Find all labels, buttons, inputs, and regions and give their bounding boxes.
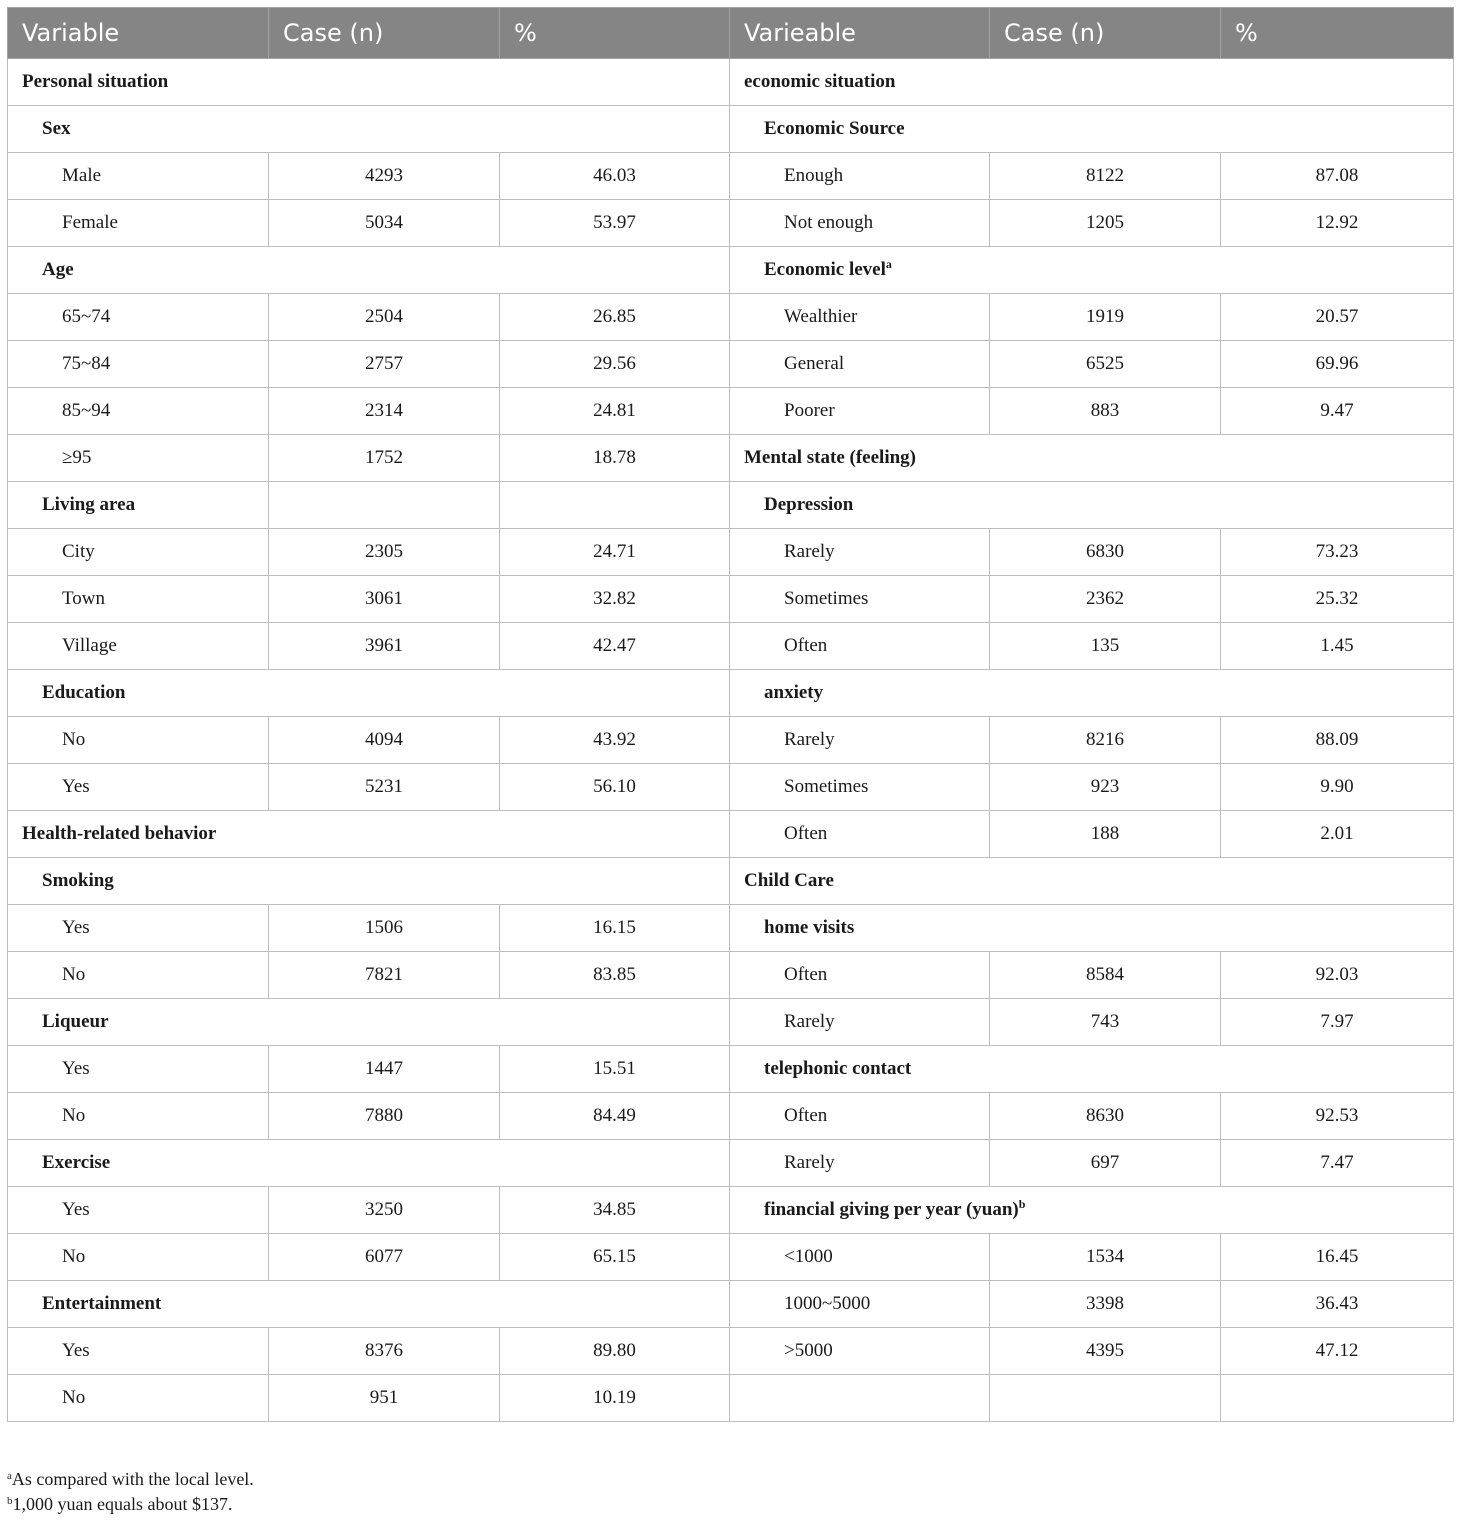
left-label-cell: No (8, 952, 269, 999)
right-label-cell: Not enough (730, 200, 990, 247)
header-case-right: Case (n) (990, 8, 1221, 59)
right-label-cell: General (730, 341, 990, 388)
left-label-cell: No (8, 717, 269, 764)
right-pct-cell: 7.47 (1221, 1140, 1454, 1187)
left-case-cell: 2305 (269, 529, 500, 576)
right-pct-cell: 92.53 (1221, 1093, 1454, 1140)
left-label-cell: Age (8, 247, 730, 294)
left-case-cell: 4293 (269, 153, 500, 200)
right-case-cell: 743 (990, 999, 1221, 1046)
right-label-cell: Rarely (730, 1140, 990, 1187)
right-case-cell: 883 (990, 388, 1221, 435)
right-label-cell: Often (730, 952, 990, 999)
footnote-marker: a (885, 257, 892, 271)
right-pct-cell (1221, 1375, 1454, 1422)
left-label-cell: Living area (8, 482, 269, 529)
left-label-cell: Yes (8, 764, 269, 811)
left-label-cell: Liqueur (8, 999, 730, 1046)
table-row (8, 905, 1454, 952)
right-pct-cell: 12.92 (1221, 200, 1454, 247)
table-row (8, 1234, 1454, 1281)
right-label-cell: Rarely (730, 717, 990, 764)
table-row (8, 482, 1454, 529)
table-body (8, 59, 1454, 1422)
right-pct-cell: 7.97 (1221, 999, 1454, 1046)
left-label-cell: Male (8, 153, 269, 200)
right-case-cell: 8630 (990, 1093, 1221, 1140)
left-pct-cell: 16.15 (500, 905, 730, 952)
left-label-cell: Yes (8, 1328, 269, 1375)
right-case-cell: 697 (990, 1140, 1221, 1187)
right-case-cell: 135 (990, 623, 1221, 670)
left-pct-cell: 83.85 (500, 952, 730, 999)
table-row (8, 1046, 1454, 1093)
left-pct-cell: 46.03 (500, 153, 730, 200)
right-label-cell: Rarely (730, 999, 990, 1046)
left-label-cell: 85~94 (8, 388, 269, 435)
right-label-cell: Sometimes (730, 576, 990, 623)
left-case-cell: 3961 (269, 623, 500, 670)
right-label-cell (730, 1375, 990, 1422)
left-pct-cell: 89.80 (500, 1328, 730, 1375)
left-pct-cell: 24.81 (500, 388, 730, 435)
right-label-cell: Often (730, 1093, 990, 1140)
left-label-cell: City (8, 529, 269, 576)
table-row (8, 529, 1454, 576)
table-row (8, 717, 1454, 764)
table-row (8, 341, 1454, 388)
table-row (8, 435, 1454, 482)
right-label-cell: anxiety (730, 670, 1454, 717)
table-row (8, 999, 1454, 1046)
right-label-cell: Economic Source (730, 106, 1454, 153)
left-label-cell: Entertainment (8, 1281, 730, 1328)
left-pct-cell: 43.92 (500, 717, 730, 764)
left-pct-cell: 53.97 (500, 200, 730, 247)
right-label-cell: Wealthier (730, 294, 990, 341)
right-case-cell: 8216 (990, 717, 1221, 764)
header-case-left: Case (n) (269, 8, 500, 59)
left-label-cell: Town (8, 576, 269, 623)
left-case-cell: 2504 (269, 294, 500, 341)
table-row (8, 200, 1454, 247)
table-row (8, 1375, 1454, 1422)
right-label-cell: Depression (730, 482, 1454, 529)
left-pct-cell: 26.85 (500, 294, 730, 341)
left-case-cell: 1752 (269, 435, 500, 482)
table-row (8, 1187, 1454, 1234)
table-row (8, 764, 1454, 811)
table-row (8, 388, 1454, 435)
left-pct-cell: 32.82 (500, 576, 730, 623)
table-row (8, 1281, 1454, 1328)
right-label-cell: home visits (730, 905, 1454, 952)
left-case-cell: 4094 (269, 717, 500, 764)
left-pct-cell: 15.51 (500, 1046, 730, 1093)
table-row (8, 1140, 1454, 1187)
right-case-cell: 8122 (990, 153, 1221, 200)
right-pct-cell: 16.45 (1221, 1234, 1454, 1281)
right-label-cell: Economic level$^a$ (730, 247, 1454, 294)
left-pct-cell: 18.78 (500, 435, 730, 482)
right-case-cell (990, 1375, 1221, 1422)
left-case-cell: 951 (269, 1375, 500, 1422)
left-case-cell (269, 482, 500, 529)
right-label-cell: Mental state (feeling) (730, 435, 1454, 482)
left-case-cell: 6077 (269, 1234, 500, 1281)
right-case-cell: 6830 (990, 529, 1221, 576)
left-pct-cell: 34.85 (500, 1187, 730, 1234)
right-label-cell: Enough (730, 153, 990, 200)
right-pct-cell: 25.32 (1221, 576, 1454, 623)
right-label-cell: telephonic contact (730, 1046, 1454, 1093)
right-label-cell: Sometimes (730, 764, 990, 811)
left-case-cell: 1447 (269, 1046, 500, 1093)
right-case-cell: 188 (990, 811, 1221, 858)
right-label-cell: >5000 (730, 1328, 990, 1375)
left-case-cell: 7821 (269, 952, 500, 999)
left-label-cell: Health-related behavior (8, 811, 730, 858)
table-container (7, 7, 1453, 1422)
left-label-cell: Education (8, 670, 730, 717)
right-case-cell: 1205 (990, 200, 1221, 247)
left-label-cell: 65~74 (8, 294, 269, 341)
right-case-cell: 4395 (990, 1328, 1221, 1375)
left-label-cell: Smoking (8, 858, 730, 905)
table-row (8, 59, 1454, 106)
footnotes (7, 1467, 254, 1517)
right-case-cell: 8584 (990, 952, 1221, 999)
left-pct-cell: 42.47 (500, 623, 730, 670)
footnote-marker: b (1018, 1197, 1026, 1211)
header-variable-left: Variable (8, 8, 269, 59)
left-label-cell: 75~84 (8, 341, 269, 388)
right-pct-cell: 73.23 (1221, 529, 1454, 576)
left-pct-cell: 29.56 (500, 341, 730, 388)
right-pct-cell: 1.45 (1221, 623, 1454, 670)
left-pct-cell (500, 482, 730, 529)
table-row (8, 1093, 1454, 1140)
right-label-cell: Child Care (730, 858, 1454, 905)
left-label-cell: Yes (8, 905, 269, 952)
footnote-b: $^b$1,000 yuan equals about $137. (7, 1494, 233, 1514)
header-row (8, 8, 1454, 59)
table-row (8, 153, 1454, 200)
right-pct-cell: 9.90 (1221, 764, 1454, 811)
left-label-cell: Female (8, 200, 269, 247)
left-case-cell: 3061 (269, 576, 500, 623)
left-pct-cell: 65.15 (500, 1234, 730, 1281)
right-case-cell: 1534 (990, 1234, 1221, 1281)
left-case-cell: 2314 (269, 388, 500, 435)
table-row (8, 858, 1454, 905)
data-table (7, 7, 1454, 1422)
table-row (8, 294, 1454, 341)
right-pct-cell: 87.08 (1221, 153, 1454, 200)
right-case-cell: 1919 (990, 294, 1221, 341)
left-pct-cell: 56.10 (500, 764, 730, 811)
table-row (8, 576, 1454, 623)
right-case-cell: 2362 (990, 576, 1221, 623)
left-label-cell: Sex (8, 106, 730, 153)
table-row (8, 247, 1454, 294)
right-pct-cell: 92.03 (1221, 952, 1454, 999)
right-pct-cell: 2.01 (1221, 811, 1454, 858)
right-label-cell: Often (730, 811, 990, 858)
right-label-cell: Rarely (730, 529, 990, 576)
right-label-cell: economic situation (730, 59, 1454, 106)
right-pct-cell: 36.43 (1221, 1281, 1454, 1328)
left-label-cell: No (8, 1093, 269, 1140)
table-row (8, 1328, 1454, 1375)
left-case-cell: 8376 (269, 1328, 500, 1375)
header-pct-left: % (500, 8, 730, 59)
left-label-cell: Exercise (8, 1140, 730, 1187)
header-pct-right: % (1221, 8, 1454, 59)
right-label-cell: Often (730, 623, 990, 670)
left-case-cell: 1506 (269, 905, 500, 952)
left-label-cell: Village (8, 623, 269, 670)
left-case-cell: 5034 (269, 200, 500, 247)
left-pct-cell: 10.19 (500, 1375, 730, 1422)
left-label-cell: Personal situation (8, 59, 730, 106)
footnote-a: $^a$As compared with the local level. (7, 1469, 254, 1489)
left-pct-cell: 24.71 (500, 529, 730, 576)
table-row (8, 106, 1454, 153)
table-row (8, 623, 1454, 670)
right-label-cell: <1000 (730, 1234, 990, 1281)
right-pct-cell: 20.57 (1221, 294, 1454, 341)
right-pct-cell: 47.12 (1221, 1328, 1454, 1375)
left-label-cell: Yes (8, 1187, 269, 1234)
left-pct-cell: 84.49 (500, 1093, 730, 1140)
left-label-cell: ≥95 (8, 435, 269, 482)
right-pct-cell: 69.96 (1221, 341, 1454, 388)
left-label-cell: No (8, 1375, 269, 1422)
right-case-cell: 3398 (990, 1281, 1221, 1328)
left-case-cell: 5231 (269, 764, 500, 811)
right-label-cell: 1000~5000 (730, 1281, 990, 1328)
right-case-cell: 6525 (990, 341, 1221, 388)
left-case-cell: 7880 (269, 1093, 500, 1140)
left-case-cell: 2757 (269, 341, 500, 388)
right-label-cell: financial giving per year (yuan)$^b$ (730, 1187, 1454, 1234)
header-variable-right: Varieable (730, 8, 990, 59)
table-row (8, 952, 1454, 999)
left-label-cell: No (8, 1234, 269, 1281)
right-pct-cell: 9.47 (1221, 388, 1454, 435)
right-case-cell: 923 (990, 764, 1221, 811)
left-case-cell: 3250 (269, 1187, 500, 1234)
table-row (8, 670, 1454, 717)
right-label-cell: Poorer (730, 388, 990, 435)
left-label-cell: Yes (8, 1046, 269, 1093)
table-row (8, 811, 1454, 858)
right-pct-cell: 88.09 (1221, 717, 1454, 764)
